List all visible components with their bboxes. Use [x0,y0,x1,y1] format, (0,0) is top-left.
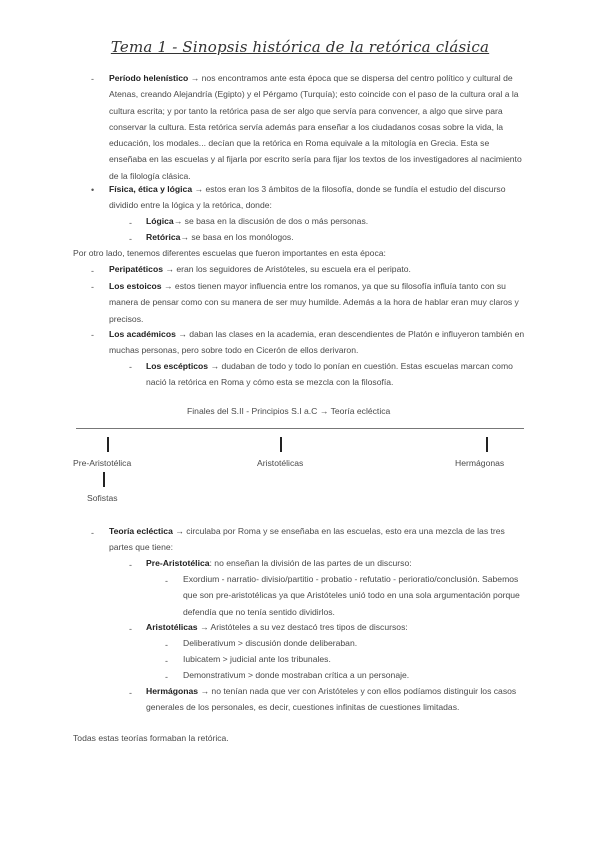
dash-bullet: - [91,282,94,292]
dash-bullet: - [165,656,168,666]
timeline-tick [486,437,488,452]
text-fisica: estos eran los 3 ámbitos de la filosofía, donde se fundía el estudio del discurso dividido entre la lógica y la retórica, donde: [109,184,506,211]
term-fisica: Física, ética y lógica [109,184,193,194]
dash-bullet: - [129,362,132,372]
term-hermagonas: Hermágonas [146,686,199,696]
arrow: → [192,184,206,194]
term-retorica: Retórica [146,232,181,242]
arrow: → [188,73,202,83]
term-logica: Lógica [146,216,174,226]
timeline-caption: Finales del S.II - Principios S.I a.C → Teoría ecléctica [187,406,391,416]
term-eclectica: Teoría ecléctica [109,526,173,536]
paragraph-fisica [109,181,529,214]
dash-bullet: - [129,218,132,228]
dash-bullet: - [91,74,94,84]
text-academicos: → daban las clases en la academia, eran descendientes de Platón e influyeron también en muchas personas, pero sobre todo en Cicerón de ellos derivaron. [109,329,525,356]
paragraph-academicos [109,326,529,359]
timeline-line [76,428,524,429]
term-escepticos: Los escépticos [146,361,209,371]
term-aristotelicas: Aristotélicas [146,622,198,632]
text-aristotelicas: → Aristóteles a su vez destacó tres tipos de discursos: [197,622,408,632]
text-otro-lado: Por otro lado, tenemos diferentes escuelas que fueron importantes en esta época: [73,248,386,258]
text-eclectica: → circulaba por Roma y se enseñaba en las escuelas, esto era una mezcla de las tres partes que tiene: [109,526,505,553]
paragraph-exordium: Exordium - narratio- divisio/partitio - probatio - refutatio - perioratio/conclusión. Sabemos que son pre-aristotélicas ya que Aristóteles unió todo en una sola argumentación porque defendía que no tenía sentido dividirlos. [183,574,520,617]
dash-bullet: - [91,528,94,538]
timeline-tick [280,437,282,452]
item-deliberativum: Deliberativum > discusión donde deliberaban. [183,638,358,648]
term-academicos: Los académicos [109,329,176,339]
text-peripateticos: → eran los seguidores de Aristóteles, su escuela era el peripato. [162,264,411,274]
dash-bullet: - [129,560,132,570]
text-helenistico: nos encontramos ante esta época que se dispersa del centro político y cultural de Atenas, creando Alejandría (Egipto) y el Pérgamo (Turquía); esto coincide con el paso de la cultura oral a la cultura escrita; y por tanto la retórica pasa de ser algo que servía para convencer, a algo que sirve para conservar la cultura. Esta retórica servía además para enseñar a los ciudadanos cosas sobre la vida, la educación, los modales... decían que la retórica en Roma equivale a la mitología en Grecia. Esta se enseñaba en las escuelas y al fijarla por escrito sería para fijar los textos de los investigadores al nacimiento de la filología clásica. [109,73,522,181]
item-iubicatem: Iubicatem > judicial ante los tribunales. [183,654,331,664]
timeline-tick [107,437,109,452]
term-peripateticos: Peripatéticos [109,264,163,274]
dash-bullet: - [129,234,132,244]
text-pre-aristotelica: : no enseñan la división de las partes de un discurso: [209,558,412,568]
timeline-label-pre: Pre-Aristotélica [73,458,132,468]
paragraph-helenistico [109,70,529,184]
paragraph-estoicos [109,278,529,327]
timeline-label-sofistas: Sofistas [87,493,118,503]
dot-bullet: • [91,185,95,195]
dash-bullet: - [91,330,94,340]
timeline-label-herm: Hermágonas [455,458,505,468]
item-demonstrativum: Demonstrativum > donde mostraban crítica a un personaje. [183,670,410,680]
dash-bullet: - [165,576,168,586]
dash-bullet: - [165,672,168,682]
dash-bullet: - [129,624,132,634]
item-peripateticos [109,261,411,278]
item-retorica [146,229,294,246]
paragraph-escepticos [146,358,526,391]
dash-bullet: - [91,266,94,276]
paragraph-hermagonas [146,683,526,716]
item-pre-aristotelica [146,555,412,572]
text-escepticos: → dudaban de todo y todo lo ponían en cuestión. Estas escuelas marcan como nació la retórica en Roma y cómo esta se mezcla con la filosofía. [146,361,513,388]
timeline-tick [103,472,105,487]
text-retorica: → se basa en los monólogos. [180,232,294,242]
term-estoicos: Los estoicos [109,281,162,291]
timeline-label-aris: Aristotélicas [257,458,304,468]
text-final: Todas estas teorías formaban la retórica. [73,733,229,743]
paragraph-eclectica [109,523,529,556]
item-aristotelicas [146,619,408,636]
text-estoicos: → estos tienen mayor influencia entre los romanos, ya que su filosofía influía tanto con su manera de pensar como con su manera de ser muy humilde. Además a la hora de hablar eran muy claros y precisos. [109,281,519,324]
term-pre-aristotelica: Pre-Aristotélica [146,558,210,568]
text-hermagonas: → no tenían nada que ver con Aristóteles y con ellos podíamos distinguir los casos generales de los personales, es decir, cuestiones infinitas de cuestiones limitadas. [146,686,517,713]
page-title: Tema 1 - Sinopsis histórica de la retórica clásica [110,38,490,56]
text-logica: → se basa en la discusión de dos o más personas. [173,216,369,226]
dash-bullet: - [165,640,168,650]
dash-bullet: - [129,688,132,698]
item-logica [146,213,368,230]
term-helenistico: Período helenístico [109,73,189,83]
